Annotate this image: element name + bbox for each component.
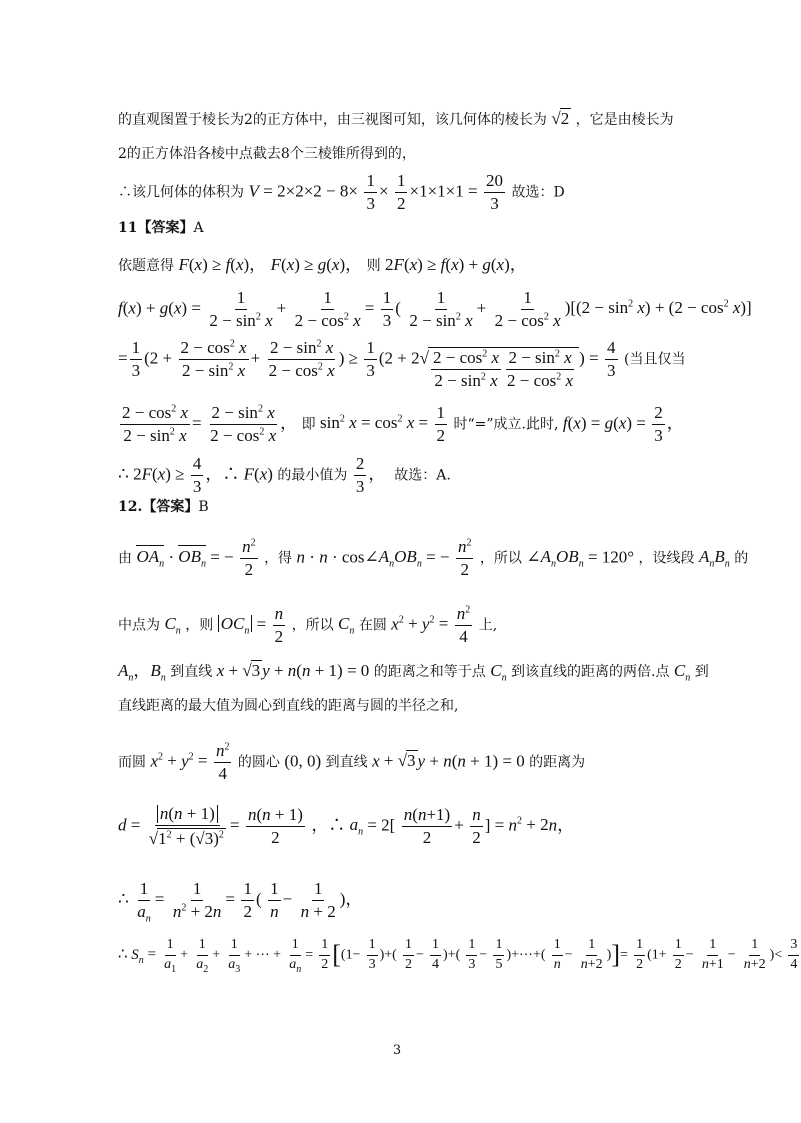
prev-answer: 故选：D	[511, 184, 565, 201]
volume-label: ∴该几何体的体积为	[118, 184, 244, 201]
q12-line-4: 直线距离的最大值为圆心到直线的距离与圆的半径之和,	[118, 698, 459, 714]
q11-heading: 11【答案】A	[118, 220, 204, 236]
prev-line-1-tail: ，它是由棱长为	[575, 112, 674, 128]
prev-line-2: 2的正方体沿各棱中点截去8个三棱锥所得到的，	[118, 146, 416, 162]
q11-line-2: f(x) + g(x) = $\frac{1}{2 - \sin^2 x}$ + $\frac{1}{2 - \cos^2 x}$ = $\frac{1}{3}$ ( $\frac{1}{2 - \sin^2 x}$ + $\frac{1}{2 - \cos^2 x}$ )$[(2 - \sin^2 x) + (2 - \cos^2 x)]$	[118, 288, 752, 330]
prev-line-1	[118, 108, 674, 127]
q12-line-8: ∴ $S_n$ = $\frac{1}{a_1}$ + $\frac{1}{a_2}$ + $\frac{1}{a_3}$ + ⋯ + $\frac{1}{a_n}$ = $\frac{1}{2}$ [(1− $\frac{1}{3}$ )+( $\frac{1}{2}$ − $\frac{1}{4}$ )+( $\frac{1}{3}$ − $\frac{1}{5}$ )+⋯+( $\frac{1}{n}$ − $\frac{1}{n+2}$ )]= $\frac{1}{2}$ (1+ $\frac{1}{2}$ − $\frac{1}{n+1}$ − $\frac{1}{n+2}$ )< $\frac{3}{4}$	[118, 937, 798, 975]
q11-line-5: ∴ 2F(x) ≥ $\frac{4}{3}$ ，∴ F(x) 的最小值为 $\frac{2}{3}$ ， 故选：A.	[118, 454, 451, 496]
prev-line-3: ∴该几何体的体积为 V = 2×2×2 − 8× $\frac{1}{3}$ × $\frac{1}{2}$ ×1×1×1 = $\frac{20}{3}$ 故选：D	[118, 171, 565, 213]
q11-answer-choice: 故选：A.	[394, 467, 451, 484]
sqrt-two: √2	[551, 109, 570, 128]
q12-heading: 12.【答案】B	[118, 499, 209, 515]
q11-line-1: 依题意得 F(x) ≥ f(x)， F(x) ≥ g(x)， 则 2F(x) ≥ f(x) + g(x)，	[118, 255, 527, 274]
q12-line-3: $A_n$，$B_n$ 到直线 x + √3 y + n(n + 1) = 0 的距离之和等于点 $C_n$ 到该直线的距离的两倍.点 $C_n$ 到	[118, 661, 709, 684]
q12-line-2: 中点为 $C_n$ ，则 $OC_n$ = $\frac{n}{2}$ ，所以 $C_n$ 在圆 $x^2 + y^2$ = $\frac{n^2}{4}$ 上,	[118, 604, 498, 646]
q12-line-7: ∴ $\frac{1}{a_n}$ = $\frac{1}{n^2 + 2n}$ = $\frac{1}{2}$ ( $\frac{1}{n}$ − $\frac{1}{n + 2}$ )，	[118, 879, 363, 925]
q11-line-3: = $\frac{1}{3}$ (2 + $\frac{2 - \cos^2 x}{2 - \sin^2 x}$ + $\frac{2 - \sin^2 x}{2 - \cos^2 x}$ ) ≥ $\frac{1}{3}$ (2 + 2√ $\frac{2 - \cos^2 x}{2 - \sin^2 x}$ $\frac{2 - \sin^2 x}{2 - \cos^2 x}$ ) = $\frac{4}{3}$ (当且仅当	[118, 338, 686, 391]
q12-line-6: d = $\frac{n(n + 1)}{√1^2 + (√3)^2}$ = $\frac{n(n + 1)}{2}$ ，∴ $a_n = 2$[ $\frac{n(n+1)}{2}$ + $\frac{n}{2}$ ] = $n^2 + 2n$，	[118, 804, 575, 848]
prev-line-1-text: 的直观图置于棱长为2的正方体中，由三视图可知，该几何体的棱长为	[118, 112, 547, 128]
q12-line-5: 而圆 $x^2 + y^2$ = $\frac{n^2}{4}$ 的圆心 (0, 0) 到直线 x + √3 y + n(n + 1) = 0 的距离为	[118, 741, 586, 783]
q12-line-1: 由 $OA_n \cdot OB_n$ = − $\frac{n^2}{2}$ ，得 $n \cdot n \cdot \cos\angle A_nOB_n$ = − $\frac{n^2}{2}$ ，所以 $\angle A_nOB_n = 120^\circ$ ，设线段 $A_nB_n$ 的	[118, 537, 749, 579]
page-number: 3	[392, 1043, 402, 1058]
q11-condition-start: (当且仅当	[623, 351, 686, 368]
q11-line-4: $\frac{2 - \cos^2 x}{2 - \sin^2 x}$ = $\frac{2 - \sin^2 x}{2 - \cos^2 x}$ ， 即 $\sin^2 x = \cos^2 x$ = $\frac{1}{2}$ 时“=”成立.此时, f(x) = g(x) = $\frac{2}{3}$ ，	[122, 403, 684, 445]
